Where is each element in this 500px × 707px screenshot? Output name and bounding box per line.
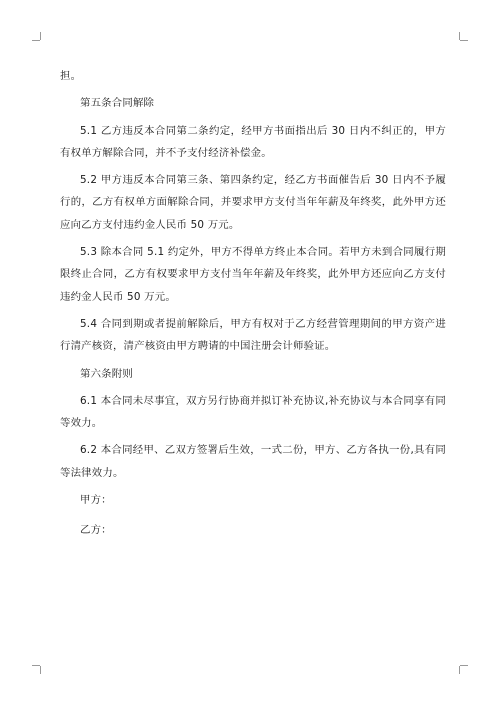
crop-mark-top-left-h	[32, 40, 40, 41]
crop-mark-bottom-left-h	[32, 665, 40, 666]
section-heading-termination: 第五条合同解除	[80, 97, 155, 110]
continuation-line: 担。	[60, 70, 82, 82]
crop-mark-bottom-left-v	[40, 666, 41, 674]
party-b-signature-label: 乙方：	[80, 524, 112, 537]
clause-6-2: 6.2 本合同经甲、乙双方签署后生效，一式二份，甲方、乙方各执一份,具有同等法律效力。	[60, 444, 446, 479]
crop-mark-bottom-right-v	[459, 666, 460, 674]
party-a-signature-label: 甲方：	[80, 494, 112, 507]
document-body	[60, 65, 446, 550]
clause-5-3: 5.3 除本合同 5.1 约定外，甲方不得单方终止本合同。若甲方未到合同履行期限终止合同，乙方有权要求甲方支付当年年薪及年终奖，此外甲方还应向乙方支付违约金人民币 50 万元。	[60, 246, 446, 303]
crop-mark-top-right-h	[460, 40, 468, 41]
clause-5-2: 5.2 甲方违反本合同第三条、第四条约定，经乙方书面催告后 30 日内不予履行的，乙方有权单方面解除合同，并要求甲方支付当年年薪及年终奖，此外甲方还应向乙方支付违约金人民币 50 万元。	[60, 174, 446, 231]
crop-mark-bottom-right-h	[460, 665, 468, 666]
clause-5-1: 5.1 乙方违反本合同第二条约定，经甲方书面指出后 30 日内不纠正的，甲方有权单方解除合同，并不予支付经济补偿金。	[60, 124, 446, 159]
section-heading-supplementary: 第六条附则	[80, 367, 133, 380]
crop-mark-top-right-v	[459, 32, 460, 40]
clause-6-1: 6.1 本合同未尽事宜，双方另行协商并拟订补充协议,补充协议与本合同享有同等效力。	[60, 394, 446, 430]
crop-mark-top-left-v	[40, 32, 41, 40]
clause-5-4: 5.4 合同到期或者提前解除后，甲方有权对于乙方经营管理期间的甲方资产进行清产核资，清产核资由甲方聘请的中国注册会计师验证。	[60, 317, 446, 353]
